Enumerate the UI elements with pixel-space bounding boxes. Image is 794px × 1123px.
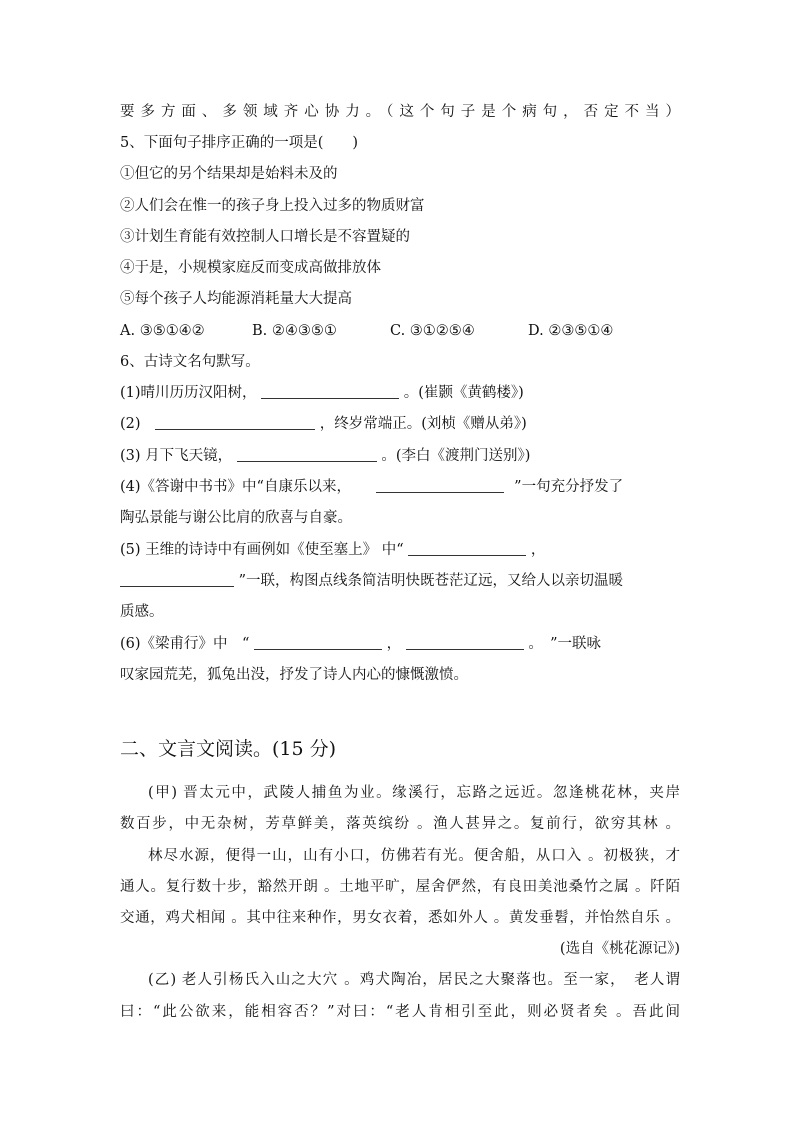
answer-blank[interactable] bbox=[406, 635, 524, 650]
question-5-stem: 5、下面句子排序正确的一项是( ) bbox=[120, 135, 359, 151]
passage-source: (选自《桃花源记》) bbox=[559, 941, 680, 957]
passage-line: 数百步，中无杂树，芳草鲜美，落英缤纷 。渔人甚异之。复前行，欲穷其林 。 bbox=[120, 816, 680, 832]
answer-blank[interactable] bbox=[261, 384, 399, 399]
q6-item-1: (1)晴川历历汉阳树， 。(崔颢《黄鹤楼》) bbox=[120, 385, 524, 401]
q5-option-a: A. ③⑤①④② bbox=[120, 323, 205, 339]
passage-line: 曰：“此公欲来，能相容否？”对曰：“老人肯相引至此，则必贤者矣 。吾此间 bbox=[120, 1004, 680, 1020]
q6-item-5-end: 质感。 bbox=[120, 604, 164, 620]
q5-option-d: D. ②③⑤①④ bbox=[528, 323, 614, 339]
passage-line: 交通，鸡犬相闻 。其中往来种作，男女衣着，悉如外人 。黄发垂髫，并怡然自乐 。 bbox=[120, 910, 680, 926]
q6-item-2: (2) ，终岁常端正。(刘桢《赠从弟》) bbox=[120, 416, 527, 432]
q5-option-b: B. ②④③⑤① bbox=[252, 323, 337, 339]
passage-line: (甲) 晋太元中，武陵人捕鱼为业。缘溪行，忘路之远近。忽逢桃花林，夹岸 bbox=[148, 785, 680, 801]
answer-blank[interactable] bbox=[376, 478, 504, 493]
q6-item-3: (3) 月下飞天镜， 。(李白《渡荆门送别》) bbox=[120, 448, 531, 464]
answer-blank[interactable] bbox=[254, 635, 382, 650]
q6-item-5: (5) 王维的诗诗中有画例如《使至塞上》 中“ ， bbox=[120, 542, 546, 558]
q6-item-4: (4)《答谢中书书》中“自康乐以来， ”一句充分抒发了 bbox=[120, 479, 624, 495]
passage-line: 林尽水源，便得一山，山有小口，仿佛若有光。便舍船，从口入 。初极狭，才 bbox=[148, 848, 680, 864]
q6-item-6: (6)《梁甫行》中 “ ， 。 ”一联咏 bbox=[120, 636, 602, 652]
q6-item-5-cont: ”一联，构图点线条简洁明快既苍茫辽远，又给人以亲切温暖 bbox=[120, 572, 680, 590]
q6-item-4-cont: 陶弘景能与谢公比肩的欣喜与自豪。 bbox=[120, 510, 352, 526]
section-2-title: 二、文言文阅读。(15 分) bbox=[120, 738, 337, 760]
q5-sentence-1: ①但它的另个结果却是始料未及的 bbox=[120, 166, 338, 182]
q5-sentence-2: ②人们会在惟一的孩子身上投入过多的物质财富 bbox=[120, 198, 425, 214]
answer-blank[interactable] bbox=[120, 572, 234, 587]
answer-blank[interactable] bbox=[155, 415, 315, 430]
text-line: 要多方面、多领域齐心协力。（这个句子是个病句，否定不当） bbox=[120, 104, 680, 120]
passage-line: 通人。复行数十步，豁然开朗 。土地平旷，屋舍俨然，有良田美池桑竹之属 。阡陌 bbox=[120, 879, 680, 895]
q5-sentence-5: ⑤每个孩子人均能源消耗量大大提高 bbox=[120, 291, 352, 307]
passage-line: (乙) 老人引杨氏入山之大穴 。鸡犬陶冶，居民之大聚落也。至一家， 老人谓 bbox=[148, 972, 680, 988]
question-6-stem: 6、古诗文名句默写。 bbox=[120, 354, 260, 370]
q5-options bbox=[120, 322, 680, 340]
q6-item-6-cont: 叹家园荒芜，狐兔出没，抒发了诗人内心的慷慨激愤。 bbox=[120, 667, 468, 683]
answer-blank[interactable] bbox=[408, 541, 526, 556]
q5-sentence-4: ④于是，小规模家庭反而变成高做排放体 bbox=[120, 260, 381, 276]
q5-sentence-3: ③计划生育能有效控制人口增长是不容置疑的 bbox=[120, 229, 410, 245]
answer-blank[interactable] bbox=[237, 447, 377, 462]
q5-option-c: C. ③①②⑤④ bbox=[390, 323, 475, 339]
